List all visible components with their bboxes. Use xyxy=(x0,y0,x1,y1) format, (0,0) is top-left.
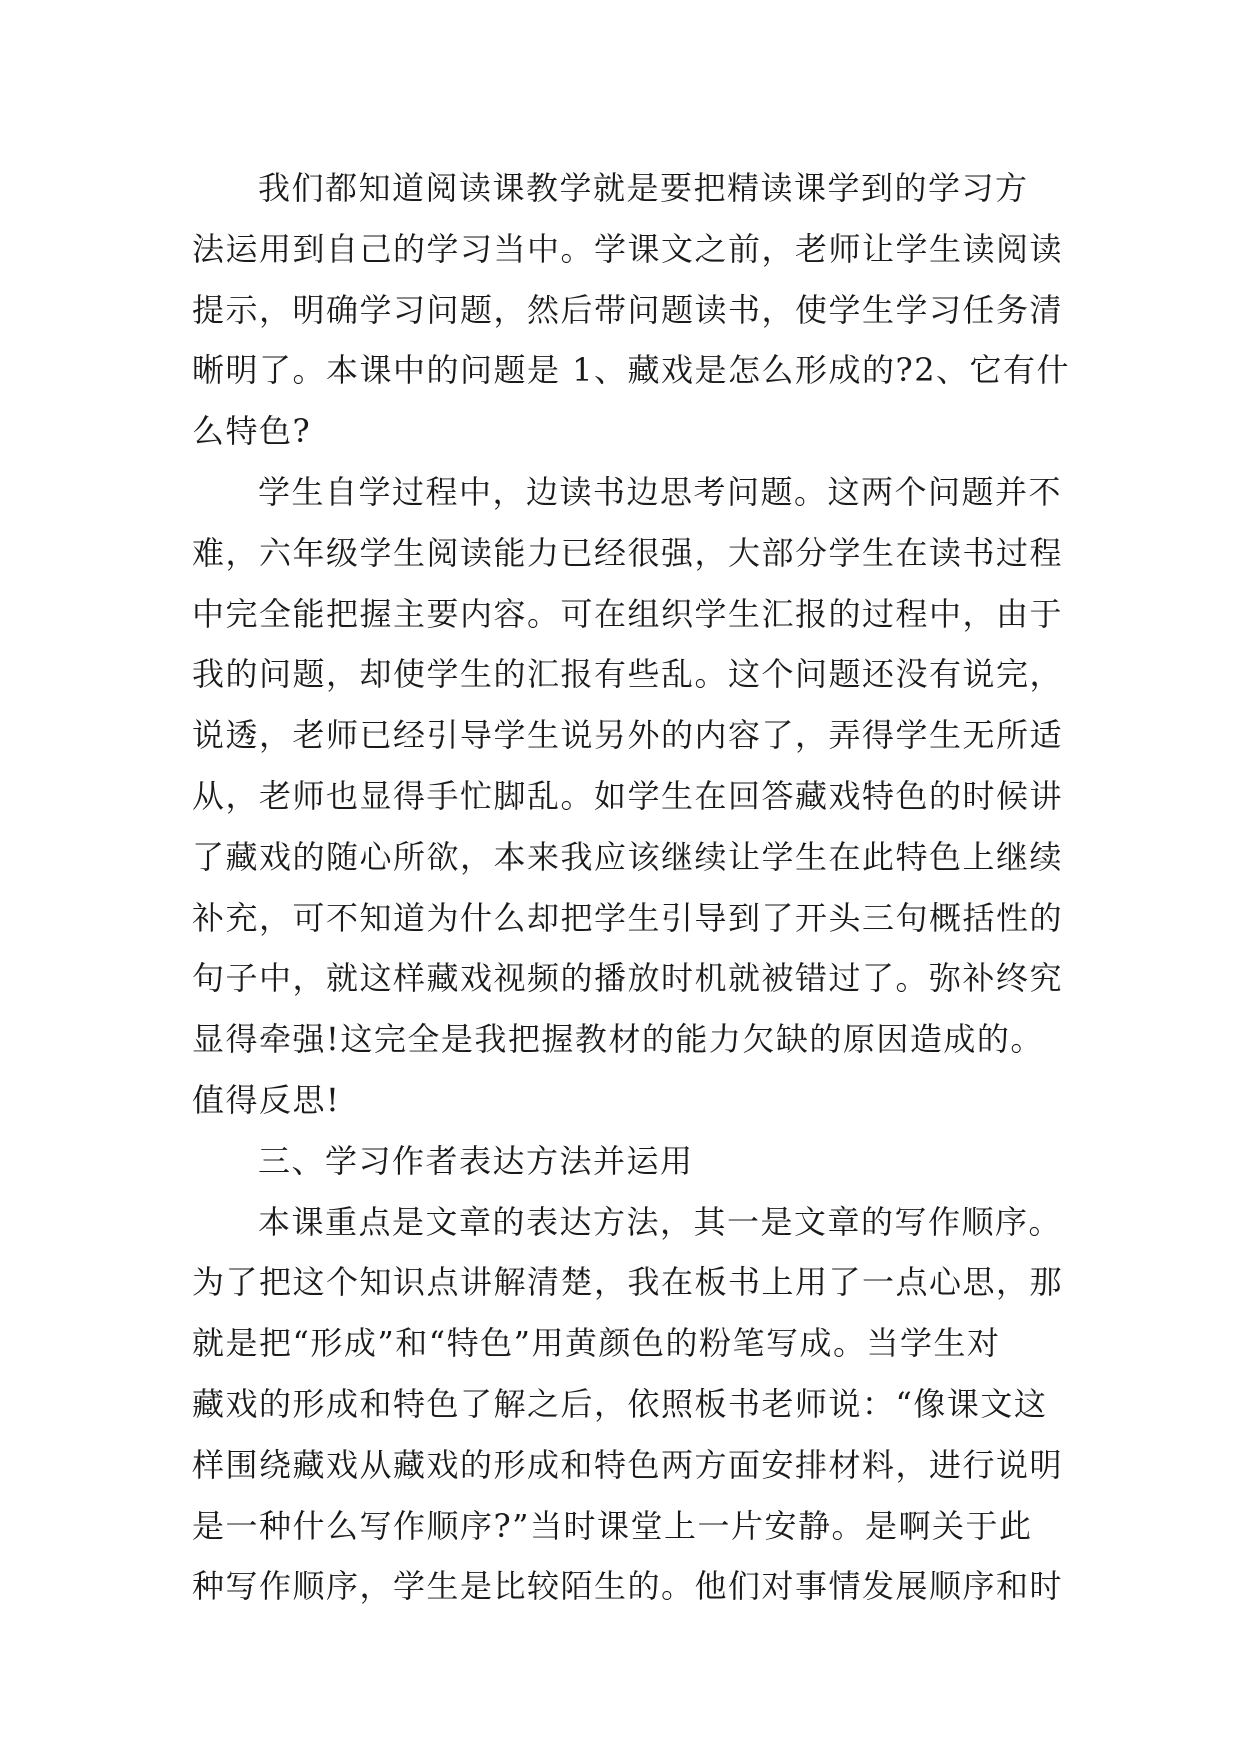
text-line: 三、学习作者表达方法并运用 xyxy=(258,1141,694,1180)
text-line: 句子中，就这样藏戏视频的播放时机就被错过了。弥补终究 xyxy=(192,959,1064,998)
text-line: 从，老师也显得手忙脚乱。如学生在回答藏戏特色的时候讲 xyxy=(192,776,1064,815)
text-line: 样围绕藏戏从藏戏的形成和特色两方面安排材料，进行说明 xyxy=(192,1445,1064,1484)
text-line: 为了把这个知识点讲解清楚，我在板书上用了一点心思，那 xyxy=(192,1263,1064,1302)
text-line: 了藏戏的随心所欲，本来我应该继续让学生在此特色上继续 xyxy=(192,837,1064,876)
text-line: 本课重点是文章的表达方法，其一是文章的写作顺序。 xyxy=(258,1202,1063,1241)
text-line: 难，六年级学生阅读能力已经很强，大部分学生在读书过程 xyxy=(192,533,1064,572)
text-line: 法运用到自己的学习当中。学课文之前，老师让学生读阅读 xyxy=(192,229,1064,268)
text-line: 藏戏的形成和特色了解之后，依照板书老师说：“像课文这 xyxy=(192,1384,1048,1423)
text-line: 晰明了。本课中的问题是 1、藏戏是怎么形成的?2、它有什 xyxy=(192,351,1071,390)
text-line: 我的问题，却使学生的汇报有些乱。这个问题还没有说完， xyxy=(192,655,1064,694)
text-line: 么特色? xyxy=(192,412,312,451)
text-line: 是一种什么写作顺序?”当时课堂上一片安静。是啊关于此 xyxy=(192,1506,1033,1545)
text-line: 中完全能把握主要内容。可在组织学生汇报的过程中，由于 xyxy=(192,594,1064,633)
text-line: 说透，老师已经引导学生说另外的内容了，弄得学生无所适 xyxy=(192,716,1064,755)
text-line: 种写作顺序，学生是比较陌生的。他们对事情发展顺序和时 xyxy=(192,1567,1064,1606)
text-line: 补充，可不知道为什么却把学生引导到了开头三句概括性的 xyxy=(192,898,1064,937)
text-line: 显得牵强!这完全是我把握教材的能力欠缺的原因造成的。 xyxy=(192,1020,1044,1059)
text-line: 我们都知道阅读课教学就是要把精读课学到的学习方 xyxy=(258,169,1029,207)
text-line: 就是把“形成”和“特色”用黄颜色的粉笔写成。当学生对 xyxy=(192,1324,1001,1363)
document-body xyxy=(192,158,1071,1617)
text-line: 值得反思! xyxy=(192,1080,341,1119)
text-line: 提示，明确学习问题，然后带问题读书，使学生学习任务清 xyxy=(192,290,1064,329)
text-line: 学生自学过程中，边读书边思考问题。这两个问题并不 xyxy=(258,472,1063,511)
